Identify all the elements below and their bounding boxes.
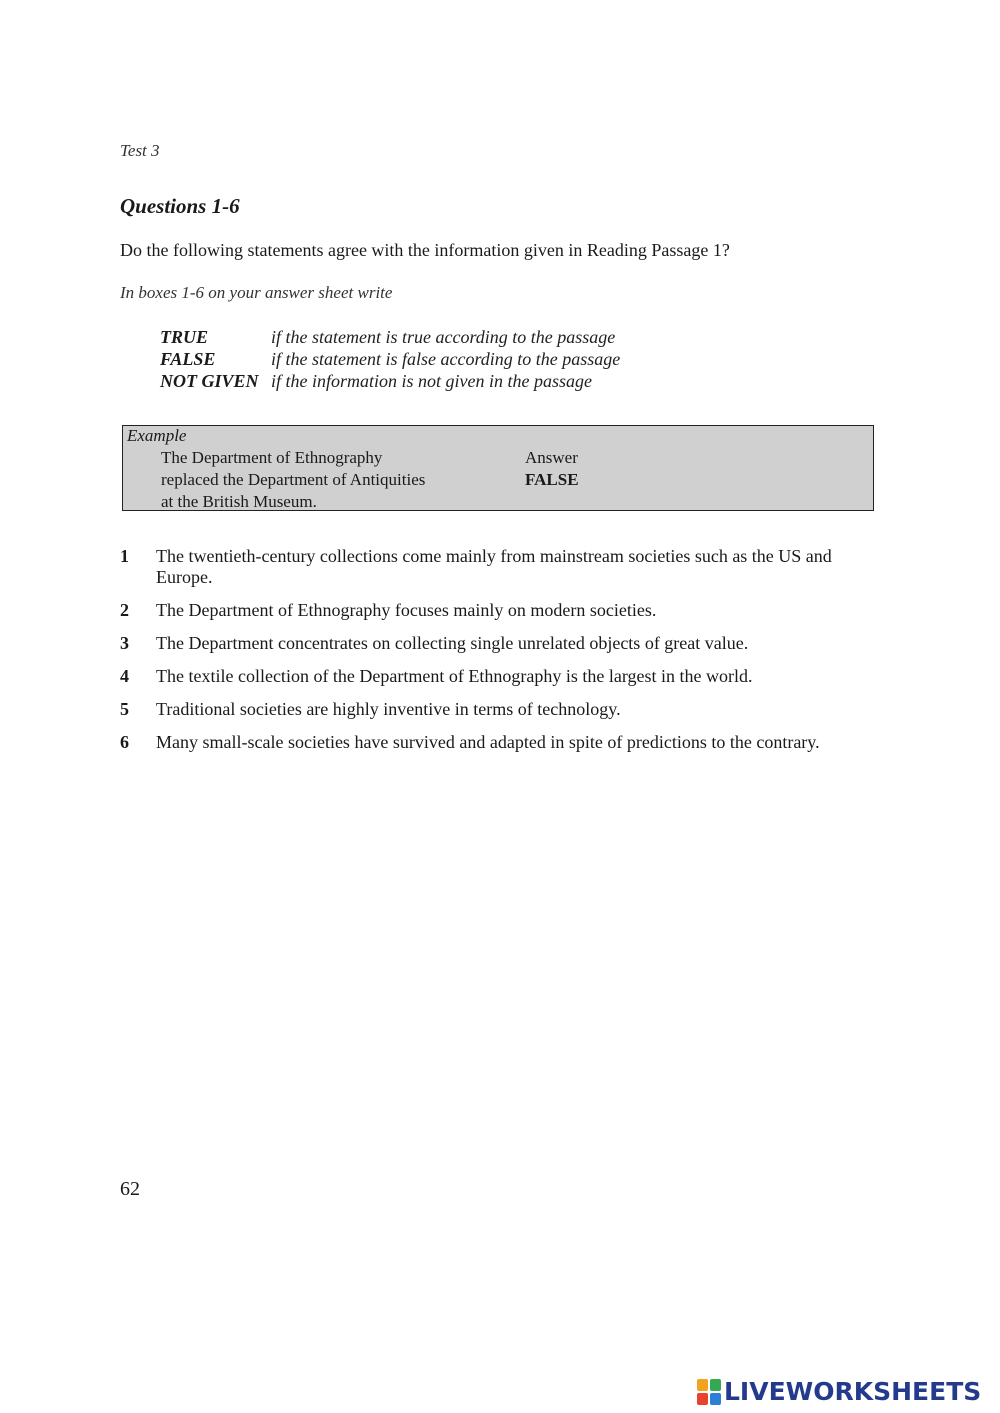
question-text: The textile collection of the Department of Ethnography is the largest in the world. <box>156 666 753 686</box>
brand-text: LIVEWORKSHEETS <box>724 1377 982 1406</box>
running-head: Test 3 <box>120 141 160 160</box>
example-line: at the British Museum. <box>161 492 317 511</box>
question-text: The twentieth-century collections come mainly from mainstream societies such as the US and Europe. <box>156 546 832 587</box>
question-item-2 <box>120 600 880 621</box>
question-text: Many small-scale societies have survived and adapted in spite of predictions to the contrary. <box>156 732 820 752</box>
question-number: 3 <box>120 633 129 653</box>
example-answer-label: Answer <box>525 448 578 467</box>
legend-row-true <box>160 326 620 348</box>
liveworksheets-logo-icon <box>697 1379 721 1405</box>
example-answer-value: FALSE <box>525 470 579 489</box>
liveworksheets-brand[interactable] <box>697 1377 981 1406</box>
instruction-text: Do the following statements agree with the information given in Reading Passage 1? <box>120 240 730 260</box>
answer-legend <box>160 326 620 392</box>
legend-row-false <box>160 348 620 370</box>
question-number: 2 <box>120 600 129 620</box>
legend-term: TRUE <box>160 327 209 347</box>
question-item-5 <box>120 699 880 720</box>
legend-description: if the statement is false according to the passage <box>271 349 621 369</box>
question-list <box>120 546 880 765</box>
question-item-6 <box>120 732 880 753</box>
legend-term: FALSE <box>160 349 216 369</box>
question-text: Traditional societies are highly inventive in terms of technology. <box>156 699 621 719</box>
legend-row-not-given <box>160 370 620 392</box>
page-number: 62 <box>120 1178 140 1200</box>
example-box <box>122 425 874 511</box>
questions-heading: Questions 1-6 <box>120 194 240 218</box>
question-item-3 <box>120 633 880 654</box>
logo-square-icon <box>697 1379 708 1391</box>
question-number: 1 <box>120 546 129 566</box>
question-text: The Department of Ethnography focuses mainly on modern societies. <box>156 600 657 620</box>
logo-square-icon <box>710 1393 721 1405</box>
question-number: 5 <box>120 699 129 719</box>
question-number: 6 <box>120 732 129 752</box>
question-item-4 <box>120 666 880 687</box>
example-statement <box>161 447 425 513</box>
legend-description: if the information is not given in the passage <box>271 371 592 391</box>
answer-sheet-instruction: In boxes 1-6 on your answer sheet write <box>120 283 393 302</box>
example-line: replaced the Department of Antiquities <box>161 470 426 489</box>
question-number: 4 <box>120 666 129 686</box>
example-label: Example <box>127 426 187 445</box>
legend-term: NOT GIVEN <box>160 371 259 391</box>
logo-square-icon <box>710 1379 721 1391</box>
example-answer <box>525 447 579 491</box>
logo-square-icon <box>697 1393 708 1405</box>
example-line: The Department of Ethnography <box>161 448 383 467</box>
question-item-1 <box>120 546 880 588</box>
legend-description: if the statement is true according to the passage <box>271 327 616 347</box>
question-text: The Department concentrates on collecting single unrelated objects of great value. <box>156 633 749 653</box>
